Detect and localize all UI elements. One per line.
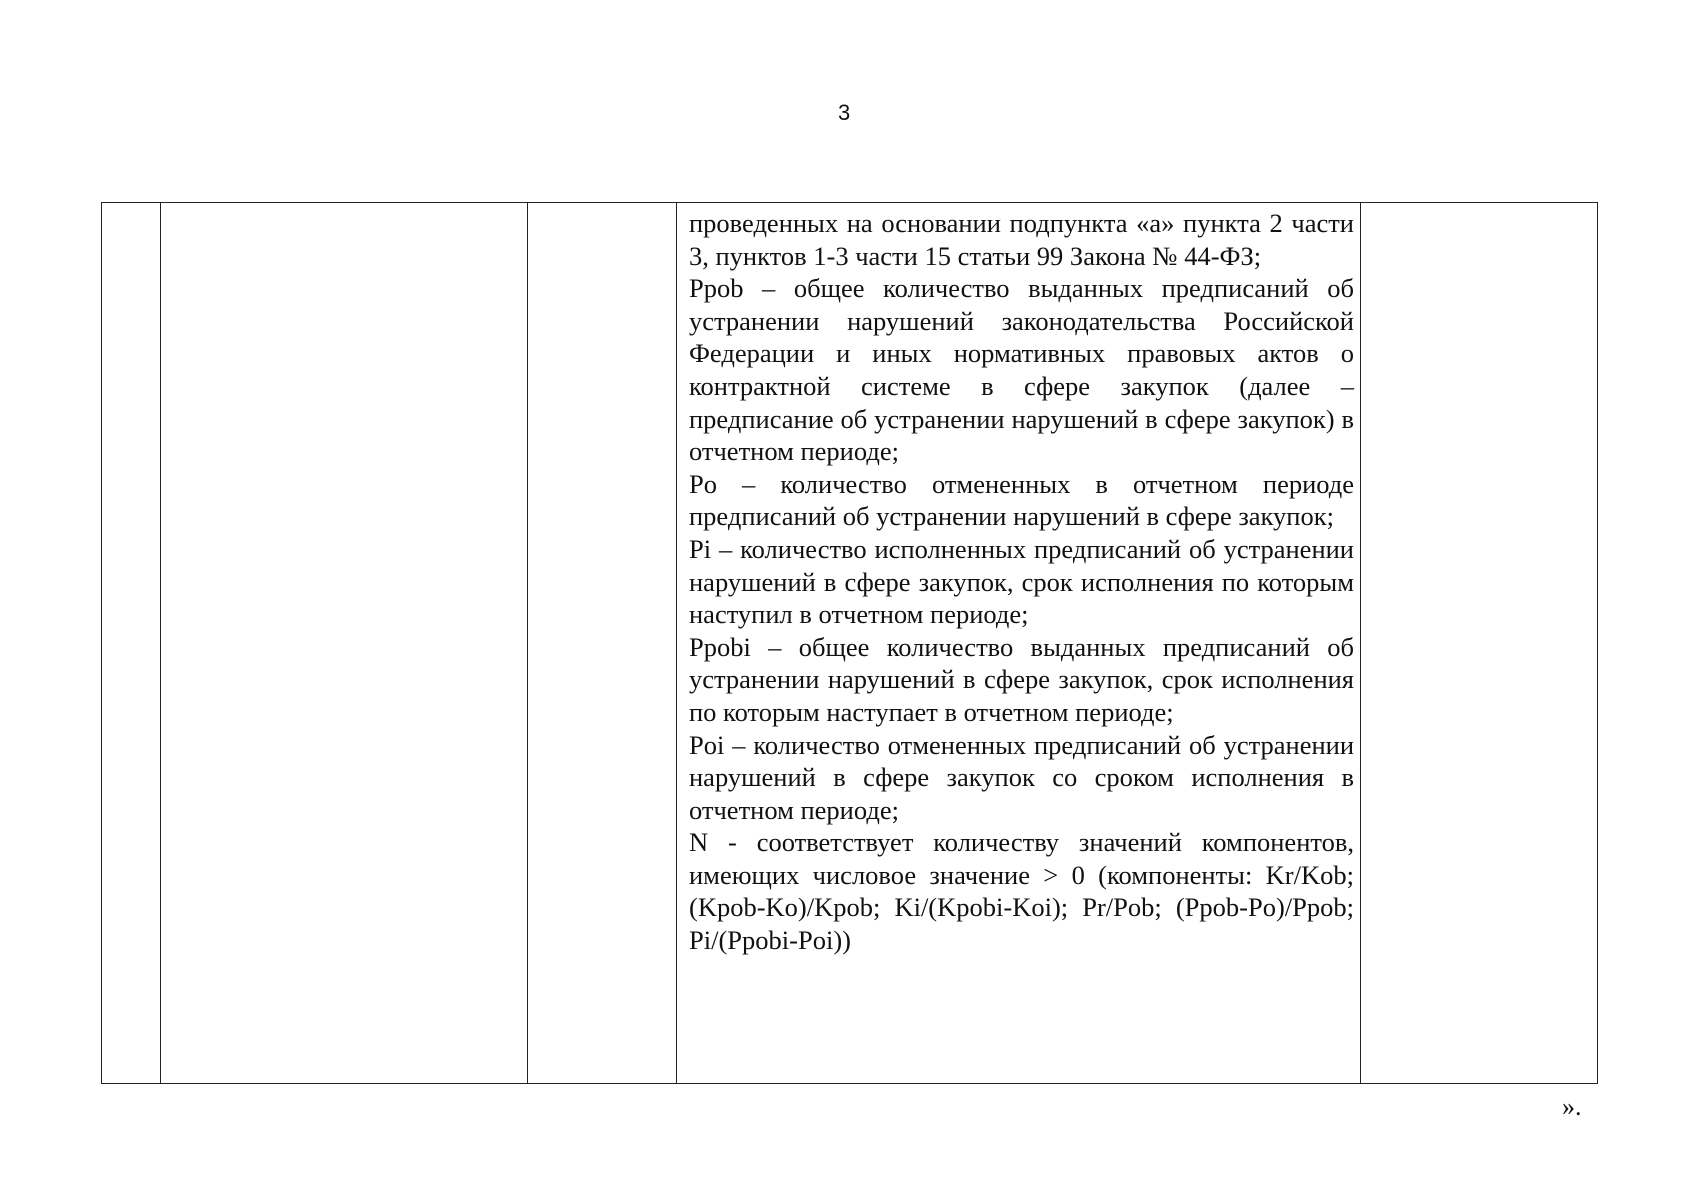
paragraph-pi: Pi – количество исполненных предписаний об устранении нарушений в сфере закупок, срок исполнения по которым наступил в отчетном периоде;: [689, 533, 1354, 630]
paragraph-ppobi: Ppobi – общее количество выданных предписаний об устранении нарушений в сфере закупок, срок исполнения по которым наступает в отчетном периоде;: [689, 631, 1354, 727]
column-divider-3: [676, 203, 677, 1083]
paragraph-procurement-basis: проведенных на основании подпункта «а» пункта 2 части 3, пунктов 1-3 части 15 статьи 99 Закона № 44-ФЗ;: [689, 208, 1354, 271]
column-divider-2: [527, 203, 528, 1083]
paragraph-ppob: Ppob – общее количество выданных предписаний об устранении нарушений законодательства Российской Федерации и иных нормативных правовых актов о контрактной системе в сфере закупок (далее – предписание об устранении нарушений в сфере закупок) в отчетном периоде;: [689, 273, 1354, 467]
paragraph-po: Po – количество отмененных в отчетном периоде предписаний об устранении нарушений в сфере закупок;: [689, 468, 1354, 532]
paragraph-poi: Poi – количество отмененных предписаний об устранении нарушений в сфере закупок со сроком исполнения в отчетном периоде;: [689, 729, 1354, 825]
document-table: [101, 202, 1598, 1084]
paragraph-n: N - соответствует количеству значений компонентов, имеющих числовое значение > 0 (компоненты: Kr/Kob; (Kpob-Ko)/Kpob; Ki/(Kpobi-Koi); Pr/Pob; (Ppob-Po)/Ppob; Pi/(Ppobi-Poi)): [689, 827, 1354, 956]
column-divider-4: [1360, 203, 1361, 1083]
closing-quote-mark: ».: [1562, 1092, 1582, 1121]
definitions-cell: [689, 207, 1354, 957]
column-divider-1: [160, 203, 161, 1083]
page-number: 3: [838, 100, 851, 125]
